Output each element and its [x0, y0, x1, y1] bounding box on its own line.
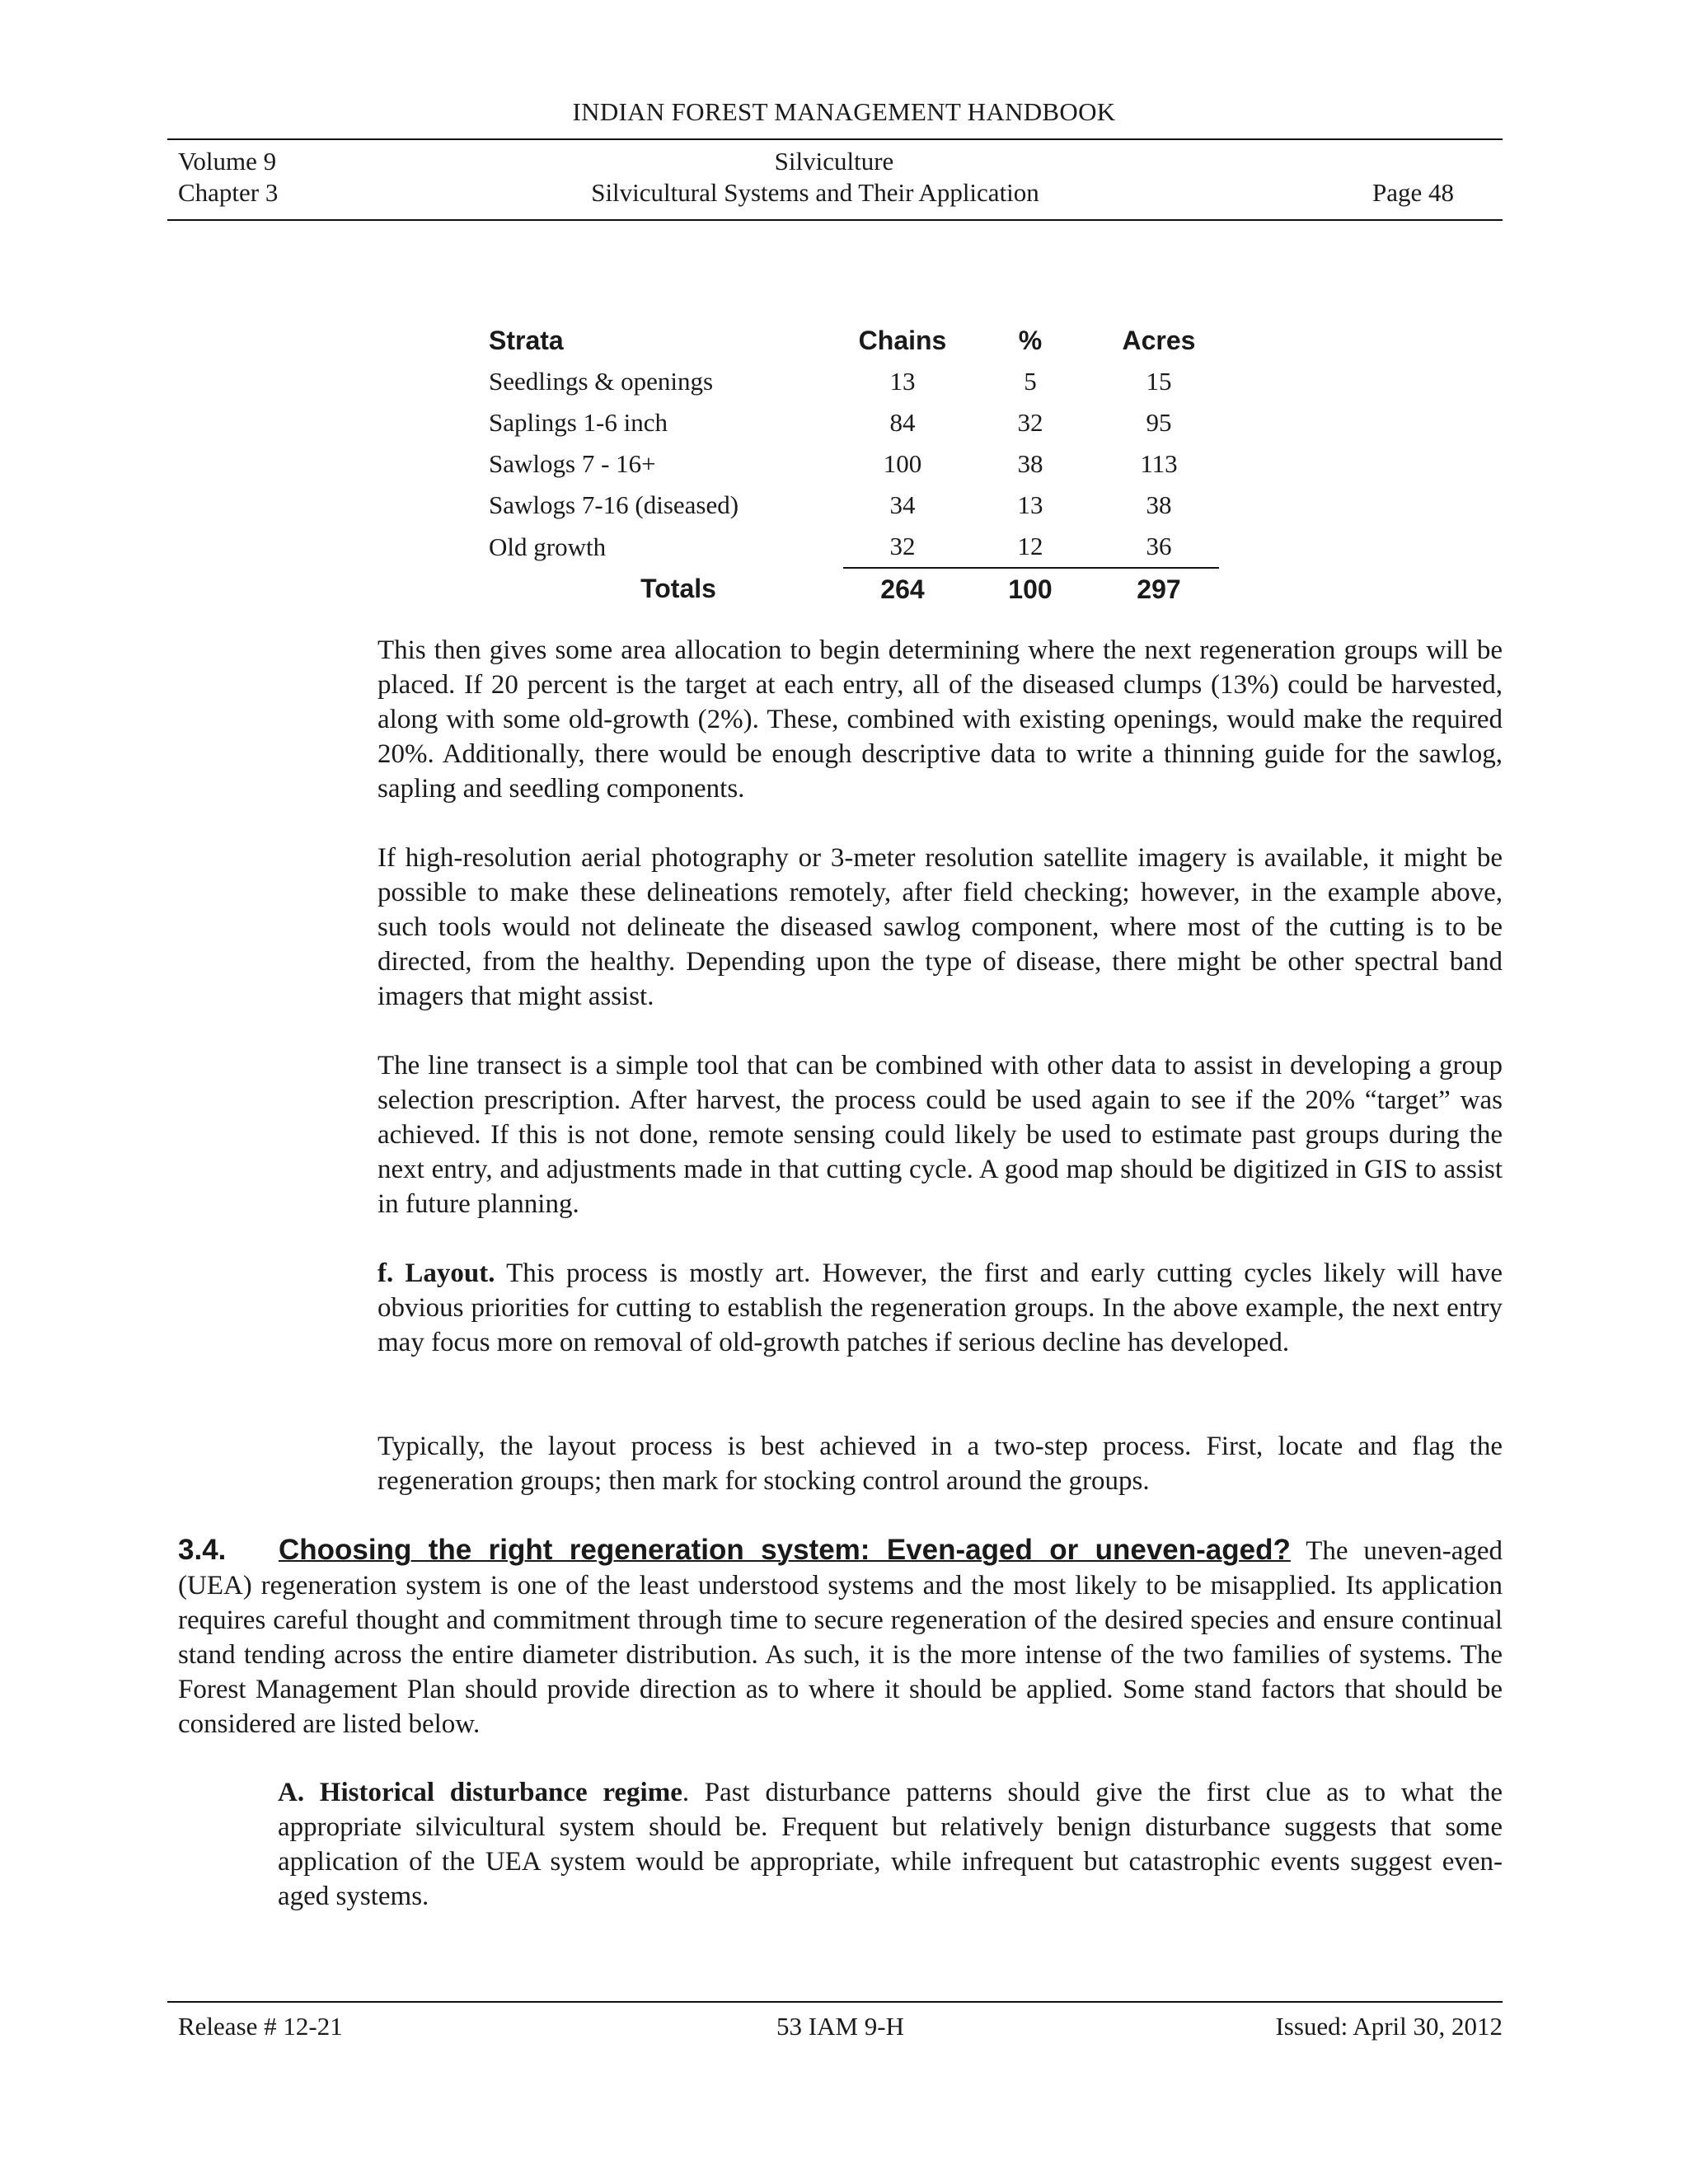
- paragraph-line-transect: The line transect is a simple tool that can be combined with other data to assist in developing a group selection prescription. After harvest, the process could be used again to see if the 20% “target” was achieved. If this is not done, remote sensing could likely be used to estimate past groups during the next entry, and adjustments made in that cutting cycle. A good map should be digitized in GIS to assist in future planning.: [377, 1051, 1503, 1219]
- table-row: [489, 402, 1219, 443]
- column-header-percent: %: [1018, 325, 1043, 355]
- chains-cell: 13: [889, 367, 916, 396]
- acres-total: 297: [1137, 574, 1181, 604]
- acres-cell: 95: [1146, 408, 1172, 437]
- table-row: [489, 443, 1219, 485]
- table-row: [489, 485, 1219, 526]
- chapter-label: Chapter 3: [178, 178, 279, 207]
- footer-rule: [167, 2001, 1503, 2003]
- historical-disturbance-text: . Past disturbance patterns should give the first clue as to what the appropriate silvicultural system should be. Frequent but relatively benign disturbance suggests that some application of the UEA system would be appropriate, while infrequent but catastrophic events suggest even-aged systems.: [278, 1778, 1503, 1911]
- issue-date: Issued: April 30, 2012: [1275, 2012, 1503, 2041]
- layout-label: f. Layout.: [377, 1258, 495, 1288]
- acres-cell: 36: [1099, 526, 1219, 568]
- paragraph-historical-disturbance: [278, 1775, 1503, 1914]
- percent-cell: 13: [1017, 490, 1043, 519]
- release-number: Release # 12-21: [178, 2012, 343, 2041]
- header-row-volume: [178, 146, 1490, 177]
- column-header-chains: Chains: [858, 325, 947, 355]
- percent-cell: 32: [1017, 408, 1043, 437]
- header-rule-top: [167, 138, 1503, 140]
- section-text: The uneven-aged (UEA) regeneration system is one of the least understood systems and the most likely to be misapplied. Its application requires careful thought and commitment through time to secure regeneration of the desired species and ensure continual stand tending across the entire diameter distribution. As such, it is the more intense of the two families of systems. The Forest Management Plan should provide direction as to where it should be applied. Some stand factors that should be considered are listed below.: [178, 1536, 1503, 1739]
- paragraph-two-step: Typically, the layout process is best achieved in a two-step process. First, locate and flag the regeneration groups; then mark for stocking control around the groups.: [377, 1432, 1503, 1496]
- column-header-acres: Acres: [1122, 325, 1196, 355]
- subject-label: Silviculture: [774, 147, 894, 176]
- table-row: [489, 361, 1219, 402]
- table-header-row: [489, 320, 1219, 361]
- column-header-strata: Strata: [489, 325, 564, 355]
- strata-cell: Sawlogs 7 - 16+: [489, 449, 656, 478]
- chains-cell: 32: [843, 526, 962, 568]
- table-row: [489, 526, 1219, 568]
- paragraph-layout: [377, 1256, 1503, 1360]
- section-3-4: [178, 1533, 1503, 1741]
- section-heading: Choosing the right regeneration system: Even-aged or uneven-aged?: [279, 1534, 1291, 1566]
- page-number: Page 48: [1372, 178, 1454, 207]
- document-code: 53 IAM 9-H: [776, 2012, 904, 2041]
- percent-cell: 5: [1024, 367, 1037, 396]
- strata-cell: Old growth: [489, 532, 607, 561]
- layout-text: This process is mostly art. However, the first and early cutting cycles likely will have obvious priorities for cutting to establish the regeneration groups. In the above example, the next entry may focus more on removal of old-growth patches if serious decline has developed.: [377, 1258, 1503, 1357]
- historical-disturbance-label: A. Historical disturbance regime: [278, 1778, 682, 1807]
- chains-cell: 100: [883, 449, 922, 478]
- header-row-chapter: [178, 177, 1490, 209]
- strata-cell: Saplings 1-6 inch: [489, 408, 668, 437]
- totals-row: [489, 568, 1219, 610]
- header-rule-bottom: [167, 219, 1503, 221]
- strata-cell: Sawlogs 7-16 (diseased): [489, 490, 739, 519]
- percent-total: 100: [1008, 574, 1053, 604]
- section-number: 3.4.: [178, 1534, 227, 1566]
- chapter-title: Silvicultural Systems and Their Application: [591, 178, 1039, 207]
- acres-cell: 15: [1146, 367, 1172, 396]
- strata-cell: Seedlings & openings: [489, 367, 714, 396]
- chains-cell: 34: [889, 490, 916, 519]
- strata-table: [489, 320, 1219, 610]
- percent-cell: 12: [962, 526, 1099, 568]
- volume-label: Volume 9: [178, 147, 277, 176]
- acres-cell: 113: [1140, 449, 1178, 478]
- percent-cell: 38: [1017, 449, 1043, 478]
- chains-cell: 84: [889, 408, 916, 437]
- paragraph-remote-sensing: If high-resolution aerial photography or 3-meter resolution satellite imagery is available, it might be possible to make these delineations remotely, after field checking; however, in the example above, such tools would not delineate the diseased sawlog component, where most of the cutting is to be directed, from the healthy. Depending upon the type of disease, there might be other spectral band imagers that might assist.: [377, 843, 1503, 1011]
- paragraph-area-allocation: This then gives some area allocation to begin determining where the next regeneration groups will be placed. If 20 percent is the target at each entry, all of the diseased clumps (13%) could be harvested, along with some old-growth (2%). These, combined with existing openings, would make the required 20%. Additionally, there would be enough descriptive data to write a thinning guide for the sawlog, sapling and seedling components.: [377, 635, 1503, 804]
- acres-cell: 38: [1146, 490, 1172, 519]
- footer: [178, 2011, 1503, 2042]
- handbook-title: INDIAN FOREST MANAGEMENT HANDBOOK: [572, 97, 1116, 126]
- totals-label: Totals: [640, 574, 716, 603]
- chains-total: 264: [880, 574, 925, 604]
